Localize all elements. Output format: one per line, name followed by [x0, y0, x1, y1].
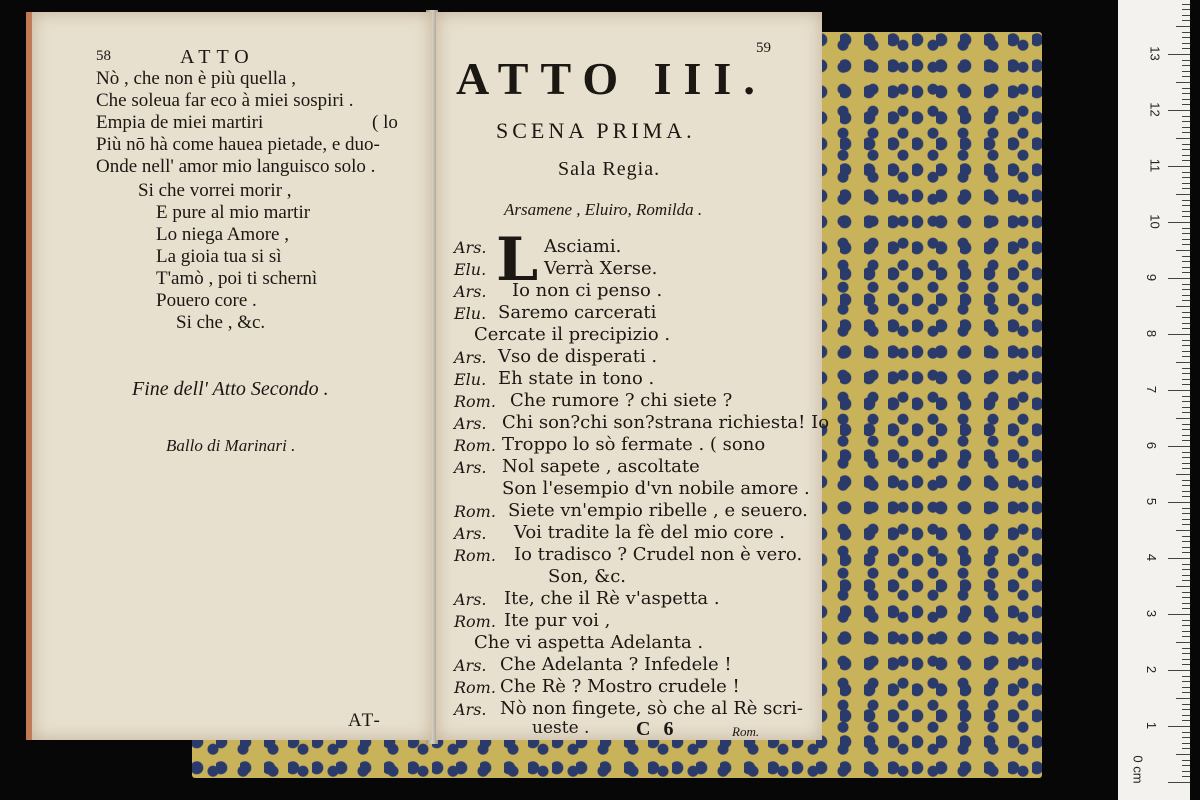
dialogue-line: Son l'esempio d'vn nobile amore .: [502, 478, 810, 499]
ruler-tick: [1176, 642, 1190, 643]
verse-line: Nò , che non è più quella ,: [96, 68, 296, 89]
ruler-number: 6: [1144, 441, 1160, 450]
ruler-tick: [1182, 564, 1190, 565]
ruler-tick: [1182, 407, 1190, 408]
verse-line: Più nō hà come hauea pietade, e duo-: [96, 134, 380, 155]
ruler-tick: [1182, 620, 1190, 621]
ruler-tick: [1182, 732, 1190, 733]
ruler-tick: [1182, 720, 1190, 721]
ruler-tick: [1182, 653, 1190, 654]
ruler-tick: [1182, 15, 1190, 16]
ruler-tick: [1182, 183, 1190, 184]
ruler-tick: [1182, 200, 1190, 201]
ruler-tick: [1182, 9, 1190, 10]
ruler-tick: [1182, 228, 1190, 229]
ruler-tick: [1182, 312, 1190, 313]
speaker-label: Ars.: [454, 282, 487, 301]
dialogue-line: Cercate il precipizio .: [474, 324, 671, 345]
ruler-tick: [1182, 216, 1190, 217]
ruler-number: 2: [1144, 665, 1160, 674]
dialogue-line: Che vi aspetta Adelanta .: [474, 632, 704, 653]
dialogue-line: Troppo lo sò fermate . ( sono: [502, 434, 766, 455]
scene-title: SCENA PRIMA.: [496, 118, 696, 143]
speaker-label: Rom.: [454, 392, 496, 411]
ruler-tick: [1168, 670, 1190, 671]
verse-line: Onde nell' amor mio languisco solo .: [96, 156, 376, 177]
ruler-tick: [1182, 552, 1190, 553]
ruler-tick: [1182, 368, 1190, 369]
verse-line: Si che vorrei morir ,: [138, 180, 292, 201]
dialogue-line: ueste .: [532, 718, 590, 738]
ruler-tick: [1182, 429, 1190, 430]
ruler-tick: [1182, 211, 1190, 212]
ruler-tick: [1182, 239, 1190, 240]
ruler-tick: [1182, 603, 1190, 604]
ruler-tick: [1182, 205, 1190, 206]
ruler-tick: [1182, 424, 1190, 425]
ruler-tick: [1182, 776, 1190, 777]
dialogue-line: Saremo carcerati: [498, 302, 657, 323]
dialogue-line: Ite, che il Rè v'aspetta .: [504, 588, 720, 609]
ruler-tick: [1182, 457, 1190, 458]
ruler-tick: [1182, 244, 1190, 245]
ruler-tick: [1182, 704, 1190, 705]
ruler-tick: [1182, 575, 1190, 576]
ruler-tick: [1182, 76, 1190, 77]
ruler-tick: [1182, 99, 1190, 100]
ruler-number: 11: [1147, 158, 1163, 173]
ruler-tick: [1182, 267, 1190, 268]
ruler-tick: [1182, 43, 1190, 44]
ruler-tick: [1176, 530, 1190, 531]
dialogue-line: Che Rè ? Mostro crudele !: [500, 676, 740, 697]
ruler-tick: [1182, 93, 1190, 94]
ruler-tick: [1182, 737, 1190, 738]
ruler-number: 9: [1144, 273, 1160, 282]
ruler-tick: [1182, 323, 1190, 324]
ruler-tick: [1182, 569, 1190, 570]
ruler-tick: [1176, 418, 1190, 419]
ruler-tick: [1168, 110, 1190, 111]
ruler-tick: [1182, 692, 1190, 693]
dialogue-line: Siete vn'empio ribelle , e seuero.: [508, 500, 808, 521]
ruler-tick: [1182, 580, 1190, 581]
ruler-tick: [1182, 412, 1190, 413]
ruler-tick: [1182, 491, 1190, 492]
ruler-tick: [1182, 160, 1190, 161]
ruler-tick: [1176, 250, 1190, 251]
ruler-tick: [1182, 177, 1190, 178]
verse-line: Lo niega Amore ,: [156, 224, 289, 245]
ruler-tick: [1182, 771, 1190, 772]
ruler-number: 8: [1144, 329, 1160, 338]
ruler-tick: [1182, 608, 1190, 609]
ruler-tick: [1182, 127, 1190, 128]
ruler-tick: [1182, 144, 1190, 145]
ruler-tick: [1182, 597, 1190, 598]
ruler-tick: [1182, 396, 1190, 397]
ruler-tick: [1182, 172, 1190, 173]
ruler-tick: [1168, 782, 1190, 783]
ruler-tick: [1182, 508, 1190, 509]
dialogue-line: Io non ci penso .: [512, 280, 663, 301]
ruler-tick: [1176, 138, 1190, 139]
ruler-tick: [1176, 194, 1190, 195]
ruler-tick: [1182, 760, 1190, 761]
verse-line: Si che , &c.: [176, 312, 266, 333]
ruler-tick: [1182, 104, 1190, 105]
ruler-tick: [1182, 480, 1190, 481]
ruler-tick: [1168, 390, 1190, 391]
verse-line: Pouero core .: [156, 290, 257, 311]
speaker-label: Ars.: [454, 524, 487, 543]
speaker-label: Rom.: [454, 678, 496, 697]
ruler-tick: [1182, 373, 1190, 374]
speaker-label: Elu.: [454, 304, 487, 323]
ruler-number: 5: [1144, 497, 1160, 506]
ruler-number: 7: [1144, 385, 1160, 394]
ruler-tick: [1182, 440, 1190, 441]
ruler-tick: [1182, 625, 1190, 626]
speaker-label: Ars.: [454, 656, 487, 675]
ruler-tick: [1176, 306, 1190, 307]
ruler-tick: [1182, 715, 1190, 716]
speaker-label: Elu.: [454, 370, 487, 389]
ruler-tick: [1182, 664, 1190, 665]
speaker-label: Rom.: [454, 612, 496, 631]
verse-line: ( lo: [372, 112, 398, 133]
ruler-tick: [1182, 37, 1190, 38]
ruler-tick: [1182, 155, 1190, 156]
verse-line: Che soleua far eco à miei sospiri .: [96, 90, 354, 111]
ruler-tick: [1182, 384, 1190, 385]
ruler-tick: [1182, 345, 1190, 346]
verse-line: T'amò , poi ti schernì: [156, 268, 318, 289]
dialogue-line: Ite pur voi ,: [504, 610, 611, 631]
ruler-tick: [1182, 765, 1190, 766]
speaker-label: Ars.: [454, 458, 487, 477]
ruler-number: 3: [1144, 609, 1160, 618]
ruler-tick: [1182, 547, 1190, 548]
scene-setting: Sala Regia.: [558, 158, 661, 180]
ruler-tick: [1182, 88, 1190, 89]
ruler-tick: [1168, 54, 1190, 55]
left-page: [26, 12, 432, 740]
measurement-ruler: [1118, 0, 1190, 800]
speaker-label: Ars.: [454, 414, 487, 433]
ruler-number: 12: [1147, 102, 1163, 117]
dialogue-line: Che Adelanta ? Infedele !: [500, 654, 732, 675]
ruler-tick: [1182, 435, 1190, 436]
ruler-tick: [1176, 698, 1190, 699]
ruler-tick: [1182, 676, 1190, 677]
right-page: [436, 12, 830, 740]
ruler-tick: [1182, 648, 1190, 649]
ruler-tick: [1182, 468, 1190, 469]
left-catchword: AT-: [348, 710, 382, 731]
ruler-tick: [1182, 20, 1190, 21]
ruler-tick: [1176, 362, 1190, 363]
ruler-tick: [1168, 726, 1190, 727]
ruler-tick: [1182, 272, 1190, 273]
right-catchword: Rom.: [732, 724, 760, 739]
ruler-tick: [1182, 709, 1190, 710]
ruler-tick: [1176, 474, 1190, 475]
ruler-tick: [1168, 334, 1190, 335]
verse-line: Empia de miei martiri: [96, 112, 264, 133]
ruler-tick: [1182, 71, 1190, 72]
ruler-tick: [1182, 48, 1190, 49]
ballet-note: Ballo di Marinari .: [166, 436, 296, 455]
ruler-unit-label: 0 cm: [1130, 755, 1146, 784]
ruler-tick: [1182, 748, 1190, 749]
ruler-tick: [1182, 116, 1190, 117]
ruler-tick: [1182, 452, 1190, 453]
drop-cap: L: [496, 225, 539, 295]
ruler-tick: [1168, 166, 1190, 167]
ruler-tick: [1182, 687, 1190, 688]
ruler-tick: [1182, 256, 1190, 257]
ruler-tick: [1182, 485, 1190, 486]
character-list: Arsamene , Eluiro, Romilda .: [504, 200, 703, 219]
dialogue-line: Io tradisco ? Crudel non è vero.: [514, 544, 803, 565]
speaker-label: Ars.: [454, 238, 487, 257]
right-page-number: 59: [756, 40, 771, 56]
ruler-tick: [1182, 636, 1190, 637]
ruler-tick: [1182, 536, 1190, 537]
speaker-label: Rom.: [454, 546, 496, 565]
ruler-tick: [1182, 519, 1190, 520]
speaker-label: Rom.: [454, 502, 496, 521]
verse-line: E pure al mio martir: [156, 202, 311, 223]
ruler-tick: [1182, 261, 1190, 262]
ruler-tick: [1182, 295, 1190, 296]
dialogue-line: Nò non fingete, sò che al Rè scri-: [500, 698, 803, 719]
ruler-number: 13: [1147, 46, 1163, 61]
ruler-tick: [1182, 284, 1190, 285]
ruler-number: 10: [1147, 214, 1163, 229]
speaker-label: Rom.: [454, 436, 496, 455]
ruler-tick: [1182, 631, 1190, 632]
ruler-tick: [1182, 328, 1190, 329]
dialogue-line: Vso de disperati .: [498, 346, 658, 367]
ruler-tick: [1182, 496, 1190, 497]
ruler-tick: [1182, 4, 1190, 5]
ruler-tick: [1182, 233, 1190, 234]
ruler-tick: [1182, 356, 1190, 357]
ruler-tick: [1182, 340, 1190, 341]
ruler-tick: [1182, 188, 1190, 189]
dialogue-line: Che rumore ? chi siete ?: [510, 390, 733, 411]
dialogue-line: Nol sapete , ascoltate: [502, 456, 700, 477]
dialogue-line: Eh state in tono .: [498, 368, 655, 389]
ruler-tick: [1182, 541, 1190, 542]
signature-mark: C 6: [636, 718, 678, 740]
ruler-tick: [1182, 289, 1190, 290]
dialogue-line: Son, &c.: [548, 566, 627, 587]
ruler-number: 4: [1144, 553, 1160, 562]
dialogue-line: Voi tradite la fè del mio core .: [514, 522, 786, 543]
ruler-tick: [1168, 446, 1190, 447]
ruler-tick: [1182, 743, 1190, 744]
speaker-label: Ars.: [454, 700, 487, 719]
ruler-tick: [1168, 558, 1190, 559]
left-page-number: 58: [96, 48, 111, 64]
ruler-tick: [1182, 121, 1190, 122]
speaker-label: Elu.: [454, 260, 487, 279]
ruler-tick: [1168, 614, 1190, 615]
ruler-tick: [1182, 379, 1190, 380]
ruler-tick: [1182, 524, 1190, 525]
ruler-tick: [1168, 278, 1190, 279]
speaker-label: Ars.: [454, 348, 487, 367]
ruler-tick: [1176, 586, 1190, 587]
dialogue-line: Chi son?chi son?strana richiesta! Io: [502, 412, 830, 433]
ruler-tick: [1176, 82, 1190, 83]
ruler-tick: [1182, 317, 1190, 318]
ruler-tick: [1176, 26, 1190, 27]
speaker-label: Ars.: [454, 590, 487, 609]
ruler-number: 1: [1144, 721, 1160, 730]
ruler-tick: [1168, 502, 1190, 503]
ruler-tick: [1182, 149, 1190, 150]
ruler-tick: [1182, 351, 1190, 352]
dialogue-line: Asciami.: [544, 236, 622, 257]
act-end-note: Fine dell' Atto Secondo .: [132, 378, 329, 400]
dialogue-line: Verrà Xerse.: [544, 258, 658, 279]
ruler-tick: [1182, 401, 1190, 402]
left-running-head: ATTO: [180, 46, 255, 68]
ruler-tick: [1182, 659, 1190, 660]
ruler-tick: [1182, 463, 1190, 464]
ruler-tick: [1182, 592, 1190, 593]
ruler-tick: [1182, 300, 1190, 301]
ruler-tick: [1182, 32, 1190, 33]
ruler-tick: [1182, 132, 1190, 133]
ruler-tick: [1182, 681, 1190, 682]
act-title: ATTO III.: [456, 53, 767, 104]
ruler-tick: [1176, 754, 1190, 755]
ruler-tick: [1182, 513, 1190, 514]
ruler-tick: [1182, 60, 1190, 61]
ruler-tick: [1168, 222, 1190, 223]
ruler-tick: [1182, 65, 1190, 66]
verse-line: La gioia tua si sì: [156, 246, 282, 267]
